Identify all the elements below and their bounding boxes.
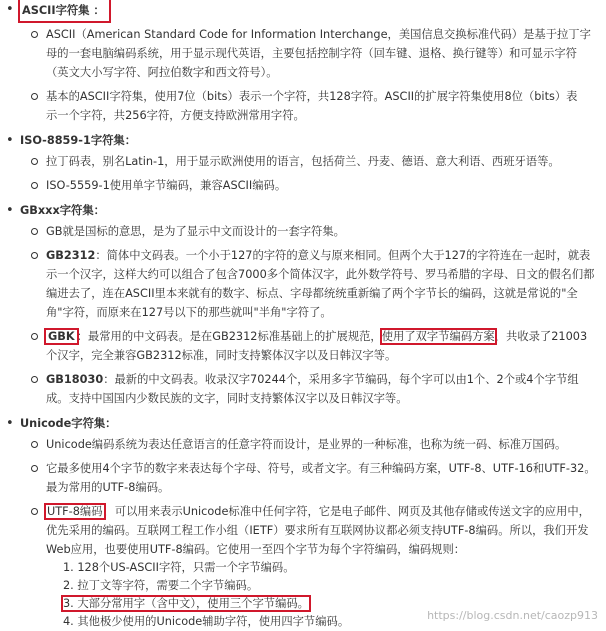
- section-title-gbxxx: GBxxx字符集：: [20, 204, 105, 217]
- section-title-unicode: Unicode字符集：: [20, 417, 117, 430]
- list-item: GB18030：最新的中文码表。收录汉字70244个，采用多字节编码，每个字可以由1个、2个或4个字节组成。支持中国国内少数民族的文字，同时支持繁体汉字以及日韩汉字等。: [20, 370, 606, 408]
- list-item: 它最多使用4个字节的数字来表达每个字母、符号，或者文字。有三种编码方案，UTF-8、UTF-16和UTF-32。最为常用的UTF-8编码。: [20, 459, 606, 497]
- list-item: ASCII（American Standard Code for Information Interchange，美国信息交换标准代码）是基于拉丁字母的一套电脑编码系统，用于显示现代英语，主要包括控制字符（回车键、退格、换行键等）和可显示字符（英文大小写字符、阿拉伯数字和西文符号）。: [20, 25, 606, 82]
- section-title-iso: ISO-8859-1字符集：: [20, 134, 137, 147]
- gbxxx-items: [20, 222, 606, 408]
- section-ascii: [0, 0, 606, 125]
- section-gbxxx: [0, 201, 606, 408]
- rule-item: 4. 其他极少使用的Unicode辅助字符，使用四字节编码。: [63, 615, 350, 628]
- rule-item: 1. 128个US-ASCII字符，只需一个字节编码。: [63, 561, 295, 574]
- list-item: 基本的ASCII字符集，使用7位（bits）表示一个字符，共128字符。ASCII的扩展字符集使用8位（bits）表示一个字符，共256字符，方便支持欧洲常用字符。: [20, 87, 606, 125]
- highlight-double-byte: 使用了双字节编码方案: [381, 330, 495, 343]
- section-iso-8859-1: [0, 131, 606, 195]
- rule-item: 2. 拉丁文等字符，需要二个字节编码。: [63, 579, 259, 592]
- list-item: ISO-5559-1使用单字节编码，兼容ASCII编码。: [20, 176, 606, 195]
- list-item: GBK ：最常用的中文码表。是在GB2312标准基础上的扩展规范，使用了双字节编码方案，共收录了21003个汉字，完全兼容GB2312标准，同时支持繁体汉字以及日韩汉字等。: [20, 327, 606, 365]
- list-item: GB2312：简体中文码表。一个小于127的字符的意义与原来相同。但两个大于127的字符连在一起时，就表示一个汉字，这样大约可以组合了包含7000多个简体汉字，此外数学符号、罗马希腊的字母、日文的假名们都编进去了，连在ASCII里本来就有的数字、标点、字母都统统重新编了两个字节长的编码，这就是常说的"全角"字符，而原来在127号以下的那些就叫"半角"字符了。: [20, 246, 606, 322]
- list-item: UTF-8编码，可以用来表示Unicode标准中任何字符，它是电子邮件、网页及其他存储或传送文字的应用中，优先采用的编码。互联网工程工作小组（IETF）要求所有互联网协议都必须支持UTF-8编码。所以，我们开发Web应用，也要使用UTF-8编码。它使用一至四个字节为每个字符编码，编码规则： 1. 128个US-ASCII字符，只需一个字节编码。 2. 拉丁文等字符，需要二个字节编码。 3. 大部分常用字（含中文），使用三个字节编码。 4. 其他极少使用的Unicode辅助字符，使用四字节编码。: [20, 502, 606, 631]
- term-gb18030: GB18030: [46, 373, 104, 386]
- highlight-three-byte: 3. 大部分常用字（含中文），使用三个字节编码。: [63, 597, 309, 610]
- list-item: 拉丁码表，别名Latin-1，用于显示欧洲使用的语言，包括荷兰、丹麦、德语、意大利语、西班牙语等。: [20, 152, 606, 171]
- section-unicode: [0, 414, 606, 631]
- section-title-ascii: ASCII字符集 ：: [20, 0, 109, 21]
- iso-items: [20, 152, 606, 195]
- ascii-items: [20, 25, 606, 125]
- list-item: Unicode编码系统为表达任意语言的任意字符而设计，是业界的一种标准，也称为统一码、标准万国码。: [20, 435, 606, 454]
- term-gbk: GBK: [48, 330, 75, 343]
- unicode-items: [20, 435, 606, 631]
- highlight-utf8: UTF-8编码: [47, 505, 103, 518]
- term-gb2312: GB2312: [46, 249, 96, 262]
- list-item: GB就是国标的意思，是为了显示中文而设计的一套字符集。: [20, 222, 606, 241]
- watermark: https://blog.csdn.net/caozp913: [427, 609, 598, 622]
